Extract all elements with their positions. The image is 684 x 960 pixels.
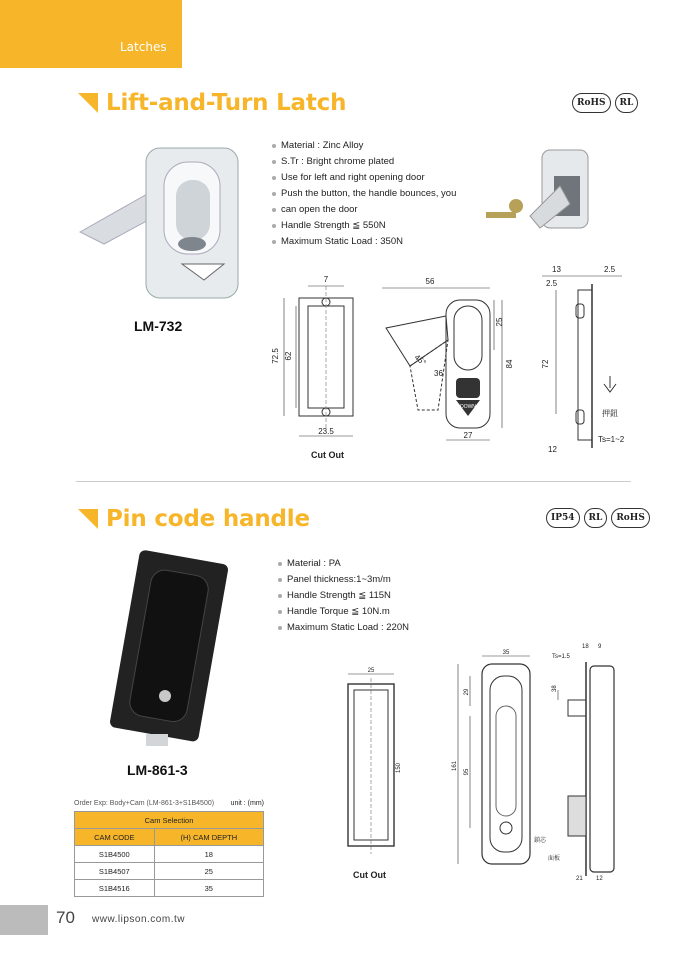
dim-38: 38	[552, 685, 558, 692]
table-row	[75, 846, 264, 863]
table-header: (H) CAM DEPTH	[154, 829, 263, 846]
section2-badges	[546, 508, 650, 528]
rl-badge: RL	[615, 93, 639, 113]
footer-bar	[0, 905, 48, 935]
spec-item: Push the button, the handle bounces, you	[271, 186, 456, 202]
lm732-front-drawing	[378, 277, 518, 446]
lm732-cutout-drawing	[271, 275, 366, 448]
dim-7: 7	[323, 275, 329, 284]
dim-25: 25	[367, 668, 375, 674]
lm861-cutout-label: Cut Out	[353, 870, 386, 880]
down-label: DOWN	[460, 404, 476, 410]
spec-item: Use for left and right opening door	[271, 170, 456, 186]
ip54-badge: IP54	[546, 508, 580, 528]
dim-84: 84	[505, 359, 514, 369]
section1-heading: Lift-and-Turn Latch	[106, 90, 347, 116]
title-marker-icon	[78, 509, 98, 529]
dim-29: 29	[464, 688, 470, 696]
dim-45: 45°	[412, 352, 428, 368]
table-caption: Cam Selection	[75, 812, 264, 829]
table-row	[75, 880, 264, 897]
dim-62: 62	[284, 351, 293, 361]
dim-36: 36	[434, 369, 443, 378]
push-label: 押鈕	[602, 409, 618, 418]
table-cell: S1B4516	[75, 880, 155, 897]
dim-9: 9	[598, 644, 602, 650]
dim-2-5a: 2.5	[604, 265, 616, 274]
table-cell: S1B4500	[75, 846, 155, 863]
spec-item: Maximum Static Load : 350N	[271, 234, 456, 250]
section2-title	[78, 506, 310, 532]
page-number: 70	[56, 908, 75, 927]
panel-label: 面板	[548, 856, 561, 862]
ts-label: Ts=1~2	[598, 435, 625, 444]
cam-selection-table	[74, 811, 264, 897]
section-tab	[0, 0, 182, 68]
spec-item: Material : Zinc Alloy	[271, 138, 456, 154]
dim-21: 21	[576, 876, 583, 882]
spec-item: can open the door	[271, 202, 456, 218]
spec-item: Maximum Static Load : 220N	[277, 620, 409, 636]
dim-12: 12	[596, 876, 603, 882]
lock-label: 鎖芯	[534, 838, 547, 844]
lm732-photo	[74, 140, 254, 300]
section2-specs	[277, 556, 409, 636]
ts-label: Ts=1.5	[552, 654, 570, 660]
table-cell: 18	[154, 846, 263, 863]
dim-25: 25	[495, 317, 504, 327]
dim-13: 13	[552, 265, 561, 274]
lm732-model: LM-732	[134, 318, 183, 334]
lm861-side-drawing	[548, 640, 630, 884]
lm732-side-drawing	[540, 264, 640, 456]
section1-specs	[271, 138, 456, 250]
spec-item: Panel thickness:1~3m/m	[277, 572, 409, 588]
section-tab-label: Latches	[120, 40, 167, 54]
rohs-badge: RoHS	[611, 508, 650, 528]
section1-badges	[572, 93, 638, 113]
dim-95: 95	[464, 768, 470, 776]
order-note	[74, 800, 264, 807]
dim-18: 18	[582, 644, 589, 650]
lm861-cutout-drawing	[340, 664, 410, 860]
lm861-photo	[110, 536, 230, 756]
title-marker-icon	[78, 93, 98, 113]
order-example: Order Exp: Body+Cam (LM-861-3+S1B4500)	[74, 800, 215, 807]
section2-heading: Pin code handle	[106, 506, 310, 532]
dim-72: 72	[541, 359, 550, 369]
dim-72-5: 72.5	[271, 348, 280, 364]
dim-12: 12	[548, 445, 557, 454]
table-cell: 25	[154, 863, 263, 880]
lm732-cutout-label: Cut Out	[311, 450, 344, 460]
lm732-key-photo	[480, 146, 610, 236]
spec-item: Handle Torque ≦ 10N.m	[277, 604, 409, 620]
dim-27: 27	[463, 431, 473, 440]
table-cell: S1B4507	[75, 863, 155, 880]
rl-badge: RL	[584, 508, 608, 528]
table-row	[75, 863, 264, 880]
dim-161: 161	[452, 760, 458, 772]
table-cell: 35	[154, 880, 263, 897]
unit-note: unit : (mm)	[230, 800, 264, 807]
lm861-model: LM-861-3	[127, 762, 188, 778]
lm861-front-drawing	[448, 646, 547, 876]
spec-item: Handle Strength ≦ 550N	[271, 218, 456, 234]
table-header: CAM CODE	[75, 829, 155, 846]
spec-item: Material : PA	[277, 556, 409, 572]
spec-item: Handle Strength ≦ 115N	[277, 588, 409, 604]
dim-23-5: 23.5	[318, 427, 334, 436]
dim-56: 56	[425, 277, 435, 286]
website-url: www.lipson.com.tw	[92, 914, 185, 925]
dim-35: 35	[502, 650, 510, 656]
dim-2-5b: 2.5	[546, 279, 558, 288]
section-divider	[76, 481, 631, 482]
section1-title	[78, 90, 346, 116]
rohs-badge: RoHS	[572, 93, 611, 113]
dim-150: 150	[396, 762, 402, 774]
spec-item: S.Tr : Bright chrome plated	[271, 154, 456, 170]
